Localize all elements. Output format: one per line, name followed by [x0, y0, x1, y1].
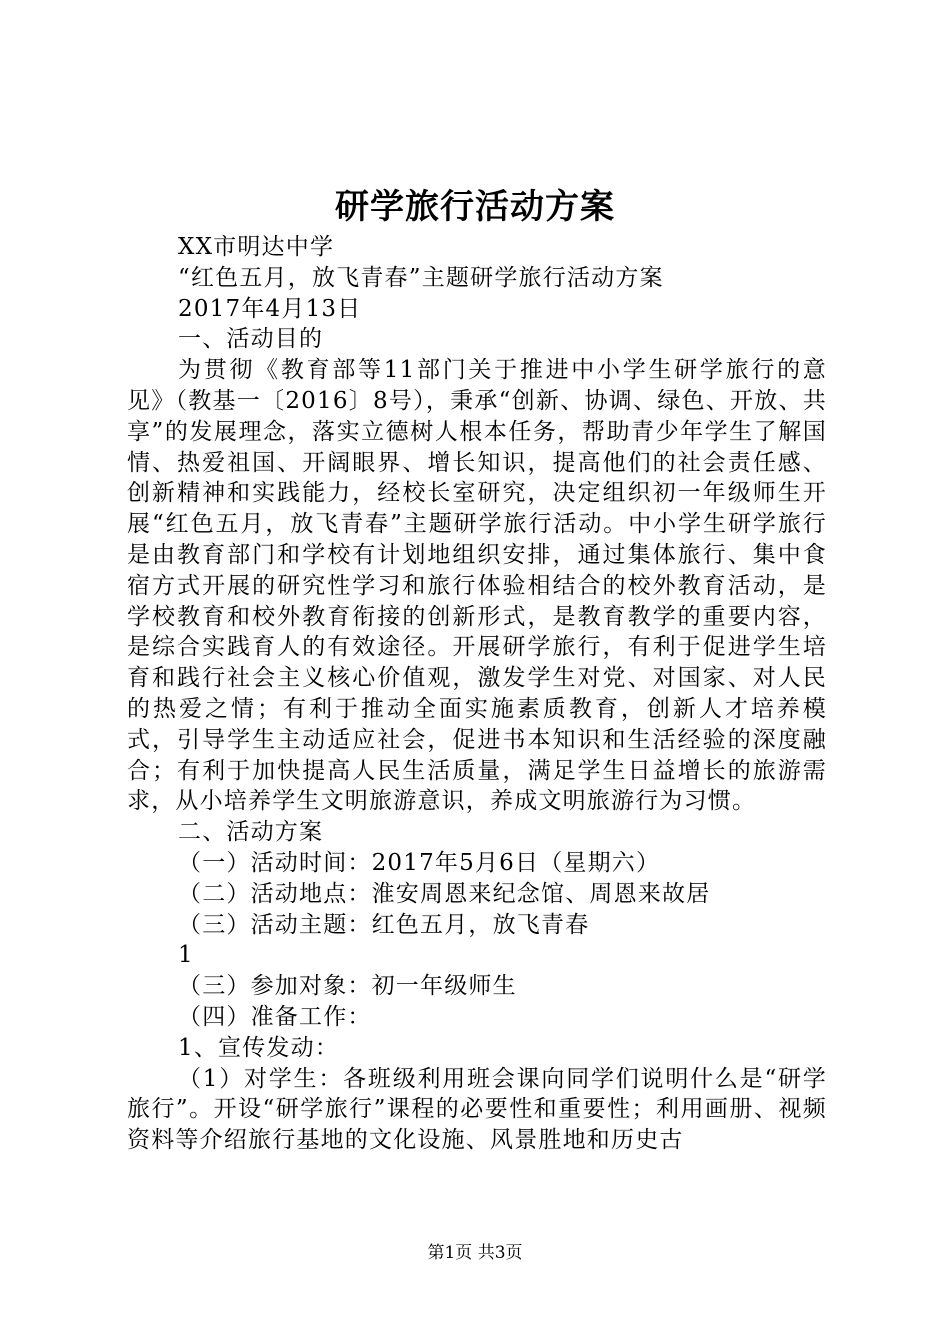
plan-item-time: （一）活动时间：2017年5月6日（星期六） — [178, 849, 661, 876]
plan-item-theme: （三）活动主题：红色五月，放飞青春 — [178, 911, 590, 938]
preparation-step-publicity: 1、宣传发动： — [178, 1034, 340, 1061]
document-body — [127, 232, 827, 1156]
publicity-students-paragraph: （1）对学生：各班级利用班会课向同学们说明什么是“研学旅行”。开设“研学旅行”课程的必要性和重要性；利用画册、视频资料等介绍旅行基地的文化设施、风景胜地和历史古 — [127, 1065, 827, 1154]
document-title: 研学旅行活动方案 — [335, 187, 615, 227]
section-heading-plan: 二、活动方案 — [178, 819, 324, 846]
section-heading-purpose: 一、活动目的 — [178, 326, 324, 353]
page-footer: 第1页 共3页 — [427, 1243, 523, 1263]
plan-subtitle-line: “红色五月，放飞青春”主题研学旅行活动方案 — [178, 264, 664, 291]
plan-item-location: （二）活动地点：淮安周恩来纪念馆、周恩来故居 — [178, 880, 711, 907]
school-name-line: XX市明达中学 — [178, 234, 335, 260]
date-line: 2017年4月13日 — [178, 295, 362, 322]
inline-page-number: 1 — [178, 942, 194, 969]
plan-item-participants: （三）参加对象：初一年级师生 — [178, 973, 517, 1000]
purpose-paragraph: 为贯彻《教育部等11部门关于推进中小学生研学旅行的意见》（教基一〔2016〕8号），秉承“创新、协调、绿色、开放、共享”的发展理念，落实立德树人根本任务，帮助青少年学生了解国情、热爱祖国、开阔眼界、增长知识，提高他们的社会责任感、创新精神和实践能力，经校长室研究，决定组织初一年级师生开展“红色五月，放飞青春”主题研学旅行活动。中小学生研学旅行是由教育部门和学校有计划地组织安排，通过集体旅行、集中食宿方式开展的研究性学习和旅行体验相结合的校外教育活动，是学校教育和校外教育衔接的创新形式，是教育教学的重要内容，是综合实践育人的有效途径。开展研学旅行，有利于促进学生培育和践行社会主义核心价值观，激发学生对党、对国家、对人民的热爱之情；有利于推动全面实施素质教育，创新人才培养模式，引导学生主动适应社会，促进书本知识和生活经验的深度融合；有利于加快提高人民生活质量，满足学生日益增长的旅游需求，从小培养学生文明旅游意识，养成文明旅游行为习惯。 — [127, 357, 827, 815]
plan-item-preparation: （四）准备工作： — [178, 1003, 372, 1030]
